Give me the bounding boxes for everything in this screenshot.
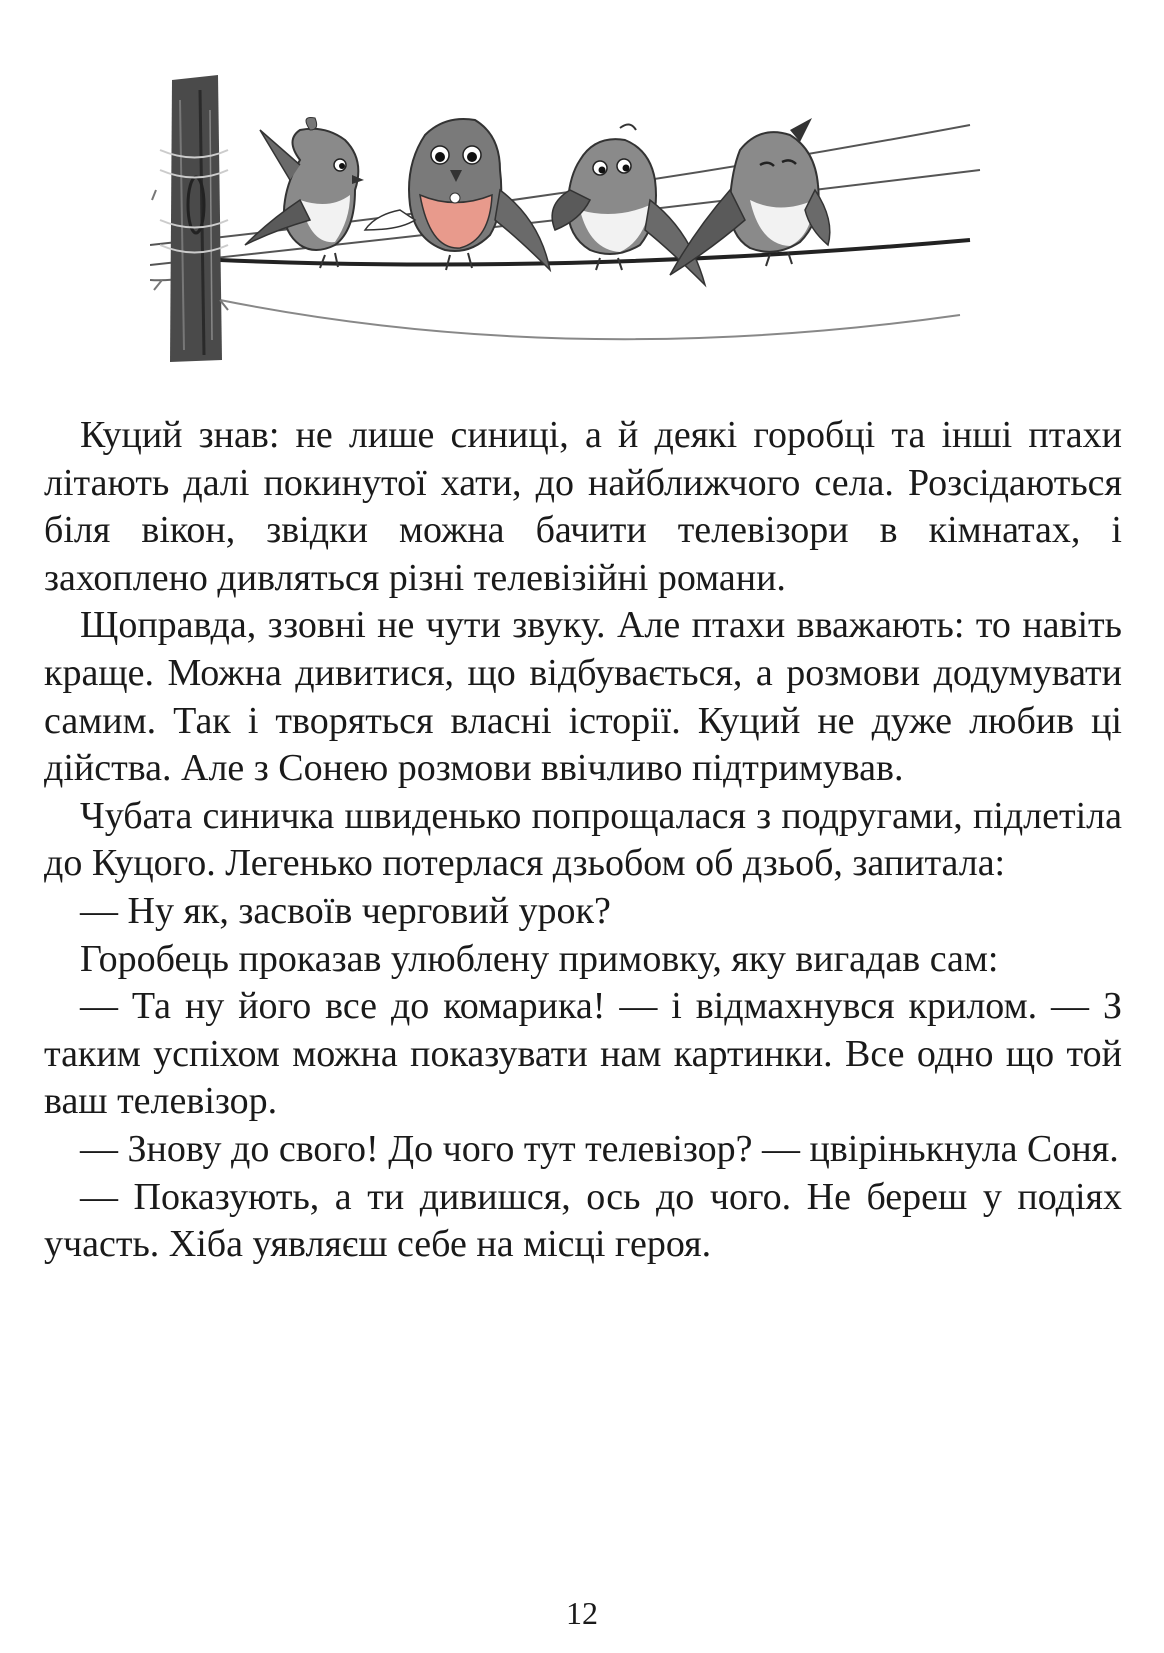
illustration-birds-on-wire — [150, 70, 1030, 385]
bird-sparrow-1 — [245, 118, 364, 269]
paragraph: Чубата синичка швиденько попрощалася з подругами, підлетіла до Куцого. Легенько потерлася дзьобом об дзьоб, запитала: — [44, 794, 1122, 885]
paragraph: Горобець проказав улюблену примовку, яку вигадав сам: — [80, 937, 999, 980]
paragraph: — Показують, а ти дивишся, ось до чого. Не береш у подіях участь. Хіба уявляєш себе на місці героя. — [44, 1175, 1122, 1266]
wooden-pole — [152, 75, 228, 362]
page-number: 12 — [566, 1595, 598, 1631]
paragraph: — Та ну його все до комарика! — і відмахнувся крилом. — З таким успіхом можна показувати нам картинки. Все одно що той ваш телевізор. — [44, 985, 1122, 1123]
paragraph: Куций знав: не лише синиці, а й деякі горобці та інші птахи літають далі покинутої хати, до найближчого села. Розсідаються біля вікон, звідки можна бачити телевізори в кімнатах, і захоплено дивляться різні телевізійні романи. — [44, 414, 1122, 599]
paragraph: — Знову до свого! До чого тут телевізор? — цвірінькнула Соня. — [80, 1127, 1119, 1170]
bird-robin — [365, 119, 550, 270]
paragraph: Щоправда, ззовні не чути звуку. Але птахи вважають: то навіть краще. Можна дивитися, що відбувається, а розмови додумувати самим. Так і творяться власні історії. Куций не дуже любив ці дійства. Але з Сонею розмови ввічливо підтримував. — [44, 604, 1122, 790]
paragraph: — Ну як, засвоїв черговий урок? — [80, 889, 611, 932]
body-text — [44, 412, 1122, 1269]
